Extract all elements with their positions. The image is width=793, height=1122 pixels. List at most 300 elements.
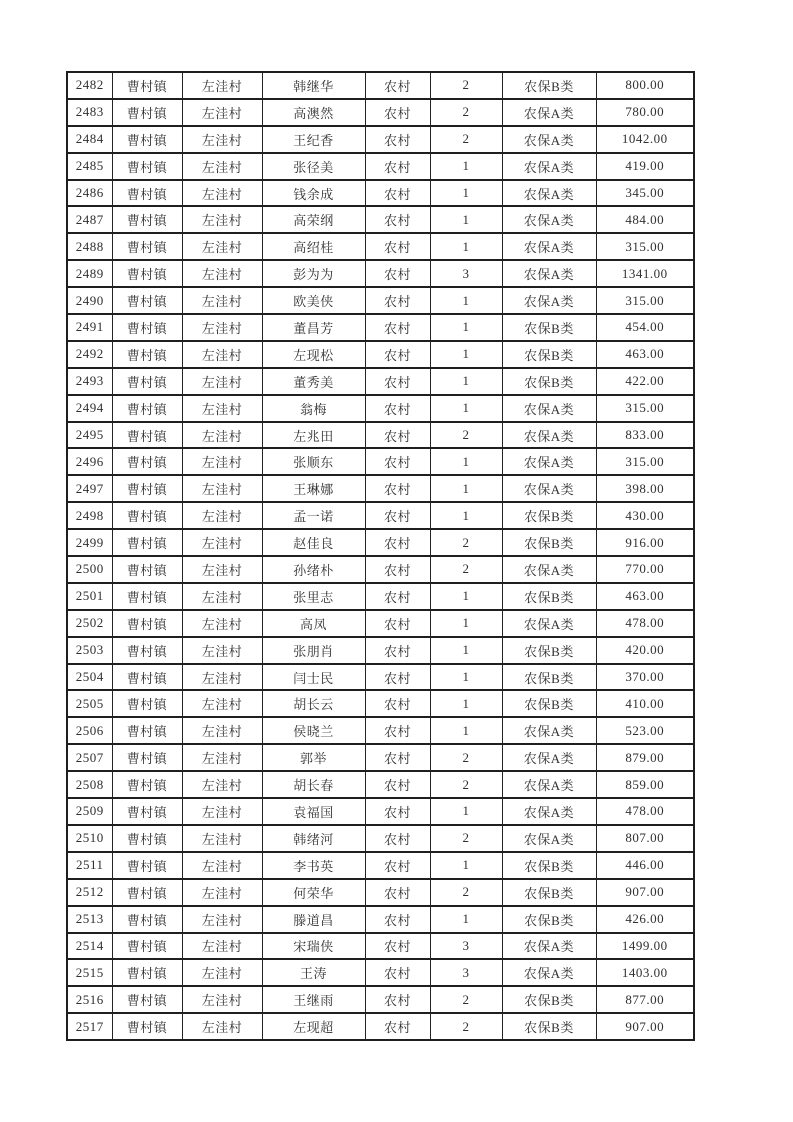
- table-row: [67, 583, 694, 610]
- table-cell: 彭为为: [262, 260, 365, 287]
- table-cell: 农保A类: [502, 771, 596, 798]
- table-cell: 左洼村: [182, 448, 262, 475]
- table-cell: 曹村镇: [112, 798, 182, 825]
- table-cell: 左洼村: [182, 556, 262, 583]
- table-cell: 高凤: [262, 610, 365, 637]
- table-cell: 左洼村: [182, 906, 262, 933]
- table-cell: 1: [430, 287, 502, 314]
- table-cell: 曹村镇: [112, 690, 182, 717]
- table-cell: 1: [430, 664, 502, 691]
- table-cell: 农村: [365, 529, 430, 556]
- table-cell: 2: [430, 529, 502, 556]
- table-row: [67, 180, 694, 207]
- table-cell: 农保A类: [502, 395, 596, 422]
- table-row: [67, 906, 694, 933]
- table-cell: 2505: [67, 690, 112, 717]
- table-cell: 农村: [365, 744, 430, 771]
- table-cell: 左现超: [262, 1013, 365, 1040]
- table-cell: 农村: [365, 583, 430, 610]
- table-cell: 农保B类: [502, 906, 596, 933]
- table-cell: 2: [430, 422, 502, 449]
- table-cell: 2500: [67, 556, 112, 583]
- table-cell: 2: [430, 1013, 502, 1040]
- table-cell: 左洼村: [182, 933, 262, 960]
- table-cell: 农村: [365, 180, 430, 207]
- table-cell: 1403.00: [596, 959, 694, 986]
- table-cell: 曹村镇: [112, 529, 182, 556]
- table-cell: 907.00: [596, 879, 694, 906]
- table-cell: 1: [430, 341, 502, 368]
- table-cell: 左洼村: [182, 180, 262, 207]
- table-row: [67, 314, 694, 341]
- table-cell: 446.00: [596, 852, 694, 879]
- table-cell: 1499.00: [596, 933, 694, 960]
- table-cell: 农村: [365, 72, 430, 99]
- table-row: [67, 1013, 694, 1040]
- table-row: [67, 825, 694, 852]
- table-cell: 农保B类: [502, 368, 596, 395]
- table-cell: 315.00: [596, 287, 694, 314]
- table-cell: 董昌芳: [262, 314, 365, 341]
- table-cell: 315.00: [596, 448, 694, 475]
- table-cell: 农保A类: [502, 717, 596, 744]
- table-cell: 2517: [67, 1013, 112, 1040]
- table-cell: 左兆田: [262, 422, 365, 449]
- table-cell: 2484: [67, 126, 112, 153]
- table-cell: 1: [430, 475, 502, 502]
- table-cell: 422.00: [596, 368, 694, 395]
- table-cell: 张顺东: [262, 448, 365, 475]
- table-cell: 1: [430, 314, 502, 341]
- table-cell: 王纪香: [262, 126, 365, 153]
- table-cell: 高荣纲: [262, 206, 365, 233]
- table-cell: 左洼村: [182, 690, 262, 717]
- table-cell: 王继雨: [262, 986, 365, 1013]
- table-cell: 315.00: [596, 233, 694, 260]
- table-cell: 左洼村: [182, 1013, 262, 1040]
- table-cell: 农保A类: [502, 610, 596, 637]
- table-cell: 农村: [365, 448, 430, 475]
- table-cell: 农保B类: [502, 529, 596, 556]
- table-cell: 2506: [67, 717, 112, 744]
- table-cell: 农村: [365, 126, 430, 153]
- table-cell: 2514: [67, 933, 112, 960]
- table-cell: 3: [430, 933, 502, 960]
- table-row: [67, 959, 694, 986]
- table-cell: 1: [430, 153, 502, 180]
- table-cell: 左洼村: [182, 825, 262, 852]
- table-cell: 农保B类: [502, 1013, 596, 1040]
- table-cell: 1: [430, 395, 502, 422]
- table-cell: 曹村镇: [112, 771, 182, 798]
- table-cell: 农村: [365, 906, 430, 933]
- table-cell: 农保A类: [502, 153, 596, 180]
- table-cell: 左现松: [262, 341, 365, 368]
- table-cell: 农村: [365, 879, 430, 906]
- table-cell: 欧美侠: [262, 287, 365, 314]
- table-cell: 农村: [365, 771, 430, 798]
- table-row: [67, 448, 694, 475]
- table-row: [67, 610, 694, 637]
- table-row: [67, 798, 694, 825]
- table-cell: 高澳然: [262, 99, 365, 126]
- table-cell: 2493: [67, 368, 112, 395]
- table-cell: 1: [430, 906, 502, 933]
- table-cell: 农保A类: [502, 99, 596, 126]
- table-cell: 345.00: [596, 180, 694, 207]
- table-cell: 2504: [67, 664, 112, 691]
- table-cell: 农村: [365, 475, 430, 502]
- table-cell: 左洼村: [182, 233, 262, 260]
- table-cell: 农村: [365, 99, 430, 126]
- table-cell: 农保A类: [502, 287, 596, 314]
- table-cell: 2489: [67, 260, 112, 287]
- table-cell: 410.00: [596, 690, 694, 717]
- table-cell: 1: [430, 368, 502, 395]
- table-cell: 1: [430, 206, 502, 233]
- table-cell: 李书英: [262, 852, 365, 879]
- table-cell: 韩绪河: [262, 825, 365, 852]
- table-cell: 1: [430, 717, 502, 744]
- table-cell: 1341.00: [596, 260, 694, 287]
- table-cell: 曹村镇: [112, 502, 182, 529]
- table-cell: 孟一诺: [262, 502, 365, 529]
- table-cell: 2510: [67, 825, 112, 852]
- table-cell: 左洼村: [182, 368, 262, 395]
- table-cell: 农村: [365, 1013, 430, 1040]
- table-cell: 2: [430, 556, 502, 583]
- table-cell: 2495: [67, 422, 112, 449]
- table-cell: 左洼村: [182, 879, 262, 906]
- table-cell: 420.00: [596, 637, 694, 664]
- table-cell: 农保A类: [502, 260, 596, 287]
- table-cell: 426.00: [596, 906, 694, 933]
- table-cell: 农村: [365, 260, 430, 287]
- table-cell: 左洼村: [182, 72, 262, 99]
- table-cell: 农村: [365, 986, 430, 1013]
- table-row: [67, 879, 694, 906]
- table-cell: 523.00: [596, 717, 694, 744]
- table-cell: 2494: [67, 395, 112, 422]
- table-cell: 曹村镇: [112, 72, 182, 99]
- table-cell: 2509: [67, 798, 112, 825]
- table-cell: 2508: [67, 771, 112, 798]
- table-row: [67, 287, 694, 314]
- table-cell: 曹村镇: [112, 583, 182, 610]
- table-cell: 高绍桂: [262, 233, 365, 260]
- table-cell: 农保B类: [502, 314, 596, 341]
- table-cell: 农保A类: [502, 556, 596, 583]
- table-cell: 1: [430, 233, 502, 260]
- table-cell: 何荣华: [262, 879, 365, 906]
- table-cell: 2512: [67, 879, 112, 906]
- table-cell: 农村: [365, 610, 430, 637]
- table-row: [67, 502, 694, 529]
- table-cell: 曹村镇: [112, 206, 182, 233]
- table-cell: 曹村镇: [112, 233, 182, 260]
- table-row: [67, 126, 694, 153]
- table-cell: 左洼村: [182, 664, 262, 691]
- table-cell: 曹村镇: [112, 852, 182, 879]
- table-cell: 曹村镇: [112, 99, 182, 126]
- table-cell: 2: [430, 99, 502, 126]
- table-cell: 478.00: [596, 610, 694, 637]
- table-cell: 袁福国: [262, 798, 365, 825]
- table-cell: 农村: [365, 422, 430, 449]
- table-cell: 韩继华: [262, 72, 365, 99]
- table-cell: 2491: [67, 314, 112, 341]
- table-cell: 2486: [67, 180, 112, 207]
- table-cell: 1: [430, 690, 502, 717]
- table-cell: 闫士民: [262, 664, 365, 691]
- table-cell: 农保B类: [502, 341, 596, 368]
- table-cell: 侯晓兰: [262, 717, 365, 744]
- table-cell: 曹村镇: [112, 475, 182, 502]
- table-cell: 曹村镇: [112, 959, 182, 986]
- table-cell: 农村: [365, 717, 430, 744]
- table-cell: 农保A类: [502, 825, 596, 852]
- table-cell: 曹村镇: [112, 825, 182, 852]
- table-cell: 430.00: [596, 502, 694, 529]
- table-cell: 左洼村: [182, 852, 262, 879]
- table-cell: 左洼村: [182, 341, 262, 368]
- table-row: [67, 529, 694, 556]
- table-cell: 2: [430, 986, 502, 1013]
- table-row: [67, 72, 694, 99]
- table-cell: 左洼村: [182, 959, 262, 986]
- table-cell: 农村: [365, 664, 430, 691]
- table-cell: 833.00: [596, 422, 694, 449]
- table-cell: 郭举: [262, 744, 365, 771]
- table-cell: 左洼村: [182, 287, 262, 314]
- table-cell: 农村: [365, 233, 430, 260]
- table-cell: 左洼村: [182, 206, 262, 233]
- table-cell: 1: [430, 180, 502, 207]
- table-row: [67, 368, 694, 395]
- table-row: [67, 422, 694, 449]
- table-row: [67, 852, 694, 879]
- table-cell: 2: [430, 744, 502, 771]
- table-row: [67, 153, 694, 180]
- table-cell: 农保B类: [502, 502, 596, 529]
- table-cell: 农保B类: [502, 690, 596, 717]
- table-cell: 左洼村: [182, 260, 262, 287]
- table-cell: 曹村镇: [112, 610, 182, 637]
- table-cell: 1: [430, 852, 502, 879]
- table-cell: 877.00: [596, 986, 694, 1013]
- table-cell: 农保A类: [502, 422, 596, 449]
- table-cell: 曹村镇: [112, 422, 182, 449]
- table-cell: 农村: [365, 690, 430, 717]
- table-cell: 曹村镇: [112, 879, 182, 906]
- table-cell: 2498: [67, 502, 112, 529]
- table-cell: 农村: [365, 314, 430, 341]
- table-cell: 翁梅: [262, 395, 365, 422]
- table-cell: 454.00: [596, 314, 694, 341]
- table-cell: 左洼村: [182, 502, 262, 529]
- table-cell: 2513: [67, 906, 112, 933]
- table-cell: 2482: [67, 72, 112, 99]
- table-cell: 3: [430, 959, 502, 986]
- table-cell: 农保A类: [502, 798, 596, 825]
- table-row: [67, 690, 694, 717]
- table-cell: 农保A类: [502, 448, 596, 475]
- table-cell: 农村: [365, 153, 430, 180]
- table-cell: 农保B类: [502, 852, 596, 879]
- table-row: [67, 933, 694, 960]
- table-row: [67, 771, 694, 798]
- table-cell: 770.00: [596, 556, 694, 583]
- table-cell: 463.00: [596, 583, 694, 610]
- table-cell: 1: [430, 502, 502, 529]
- table-cell: 807.00: [596, 825, 694, 852]
- table-row: [67, 744, 694, 771]
- table-cell: 398.00: [596, 475, 694, 502]
- table-cell: 农村: [365, 852, 430, 879]
- table-row: [67, 206, 694, 233]
- table-cell: 农保A类: [502, 933, 596, 960]
- table-cell: 2: [430, 825, 502, 852]
- table-cell: 907.00: [596, 1013, 694, 1040]
- table-row: [67, 233, 694, 260]
- table-cell: 农保B类: [502, 986, 596, 1013]
- table-cell: 1: [430, 583, 502, 610]
- table-cell: 2488: [67, 233, 112, 260]
- table-cell: 王琳娜: [262, 475, 365, 502]
- table-cell: 农保A类: [502, 475, 596, 502]
- table-cell: 2516: [67, 986, 112, 1013]
- table-cell: 曹村镇: [112, 314, 182, 341]
- table-cell: 2: [430, 126, 502, 153]
- table-cell: 2: [430, 771, 502, 798]
- table-cell: 钱余成: [262, 180, 365, 207]
- table-row: [67, 664, 694, 691]
- table-row: [67, 99, 694, 126]
- table-cell: 曹村镇: [112, 260, 182, 287]
- table-cell: 农村: [365, 395, 430, 422]
- table-cell: 农村: [365, 933, 430, 960]
- table-cell: 农保A类: [502, 126, 596, 153]
- table-row: [67, 717, 694, 744]
- table-cell: 农村: [365, 368, 430, 395]
- table-cell: 1: [430, 610, 502, 637]
- table-cell: 左洼村: [182, 986, 262, 1013]
- table-cell: 曹村镇: [112, 556, 182, 583]
- table-cell: 3: [430, 260, 502, 287]
- table-cell: 农村: [365, 959, 430, 986]
- table-cell: 2502: [67, 610, 112, 637]
- table-cell: 2483: [67, 99, 112, 126]
- table-cell: 张朋肖: [262, 637, 365, 664]
- table-cell: 曹村镇: [112, 986, 182, 1013]
- table-cell: 左洼村: [182, 99, 262, 126]
- insurance-roster-table: [66, 71, 695, 1041]
- table-cell: 左洼村: [182, 314, 262, 341]
- table-cell: 农村: [365, 637, 430, 664]
- table-cell: 2487: [67, 206, 112, 233]
- table-cell: 左洼村: [182, 610, 262, 637]
- table-cell: 2515: [67, 959, 112, 986]
- table-cell: 曹村镇: [112, 933, 182, 960]
- table-cell: 2501: [67, 583, 112, 610]
- table-row: [67, 475, 694, 502]
- table-cell: 419.00: [596, 153, 694, 180]
- table-cell: 2497: [67, 475, 112, 502]
- table-cell: 农保A类: [502, 206, 596, 233]
- table-cell: 484.00: [596, 206, 694, 233]
- table-cell: 胡长春: [262, 771, 365, 798]
- table-cell: 780.00: [596, 99, 694, 126]
- table-cell: 滕道昌: [262, 906, 365, 933]
- table-cell: 农保B类: [502, 879, 596, 906]
- table-cell: 370.00: [596, 664, 694, 691]
- table-row: [67, 260, 694, 287]
- table-cell: 赵佳良: [262, 529, 365, 556]
- table-cell: 农保A类: [502, 959, 596, 986]
- table-cell: 张径美: [262, 153, 365, 180]
- table-row: [67, 637, 694, 664]
- table-cell: 农保B类: [502, 72, 596, 99]
- table-cell: 左洼村: [182, 475, 262, 502]
- table-cell: 曹村镇: [112, 664, 182, 691]
- table-cell: 曹村镇: [112, 341, 182, 368]
- table-cell: 农保B类: [502, 637, 596, 664]
- table-cell: 农村: [365, 206, 430, 233]
- table-cell: 2507: [67, 744, 112, 771]
- table-cell: 曹村镇: [112, 126, 182, 153]
- table-cell: 农保A类: [502, 180, 596, 207]
- table-cell: 王涛: [262, 959, 365, 986]
- table-cell: 左洼村: [182, 744, 262, 771]
- table-cell: 曹村镇: [112, 153, 182, 180]
- table-cell: 左洼村: [182, 637, 262, 664]
- table-cell: 曹村镇: [112, 906, 182, 933]
- table-cell: 农村: [365, 502, 430, 529]
- table-cell: 2503: [67, 637, 112, 664]
- table-cell: 859.00: [596, 771, 694, 798]
- table-cell: 2492: [67, 341, 112, 368]
- table-cell: 左洼村: [182, 583, 262, 610]
- table-cell: 2485: [67, 153, 112, 180]
- table-cell: 曹村镇: [112, 180, 182, 207]
- table-row: [67, 341, 694, 368]
- table-cell: 农村: [365, 798, 430, 825]
- table-cell: 478.00: [596, 798, 694, 825]
- table-cell: 曹村镇: [112, 395, 182, 422]
- table-cell: 胡长云: [262, 690, 365, 717]
- table-cell: 1: [430, 448, 502, 475]
- table-cell: 农村: [365, 825, 430, 852]
- table-cell: 2499: [67, 529, 112, 556]
- table-cell: 曹村镇: [112, 448, 182, 475]
- table-row: [67, 395, 694, 422]
- table-cell: 张里志: [262, 583, 365, 610]
- table-cell: 916.00: [596, 529, 694, 556]
- table-cell: 2490: [67, 287, 112, 314]
- table-cell: 879.00: [596, 744, 694, 771]
- table-cell: 800.00: [596, 72, 694, 99]
- table-cell: 农保A类: [502, 744, 596, 771]
- table-cell: 农保B类: [502, 583, 596, 610]
- table-cell: 2: [430, 72, 502, 99]
- table-cell: 农保B类: [502, 664, 596, 691]
- table-cell: 左洼村: [182, 798, 262, 825]
- table-cell: 463.00: [596, 341, 694, 368]
- table-cell: 曹村镇: [112, 287, 182, 314]
- table-cell: 315.00: [596, 395, 694, 422]
- table-cell: 左洼村: [182, 771, 262, 798]
- table-cell: 农村: [365, 341, 430, 368]
